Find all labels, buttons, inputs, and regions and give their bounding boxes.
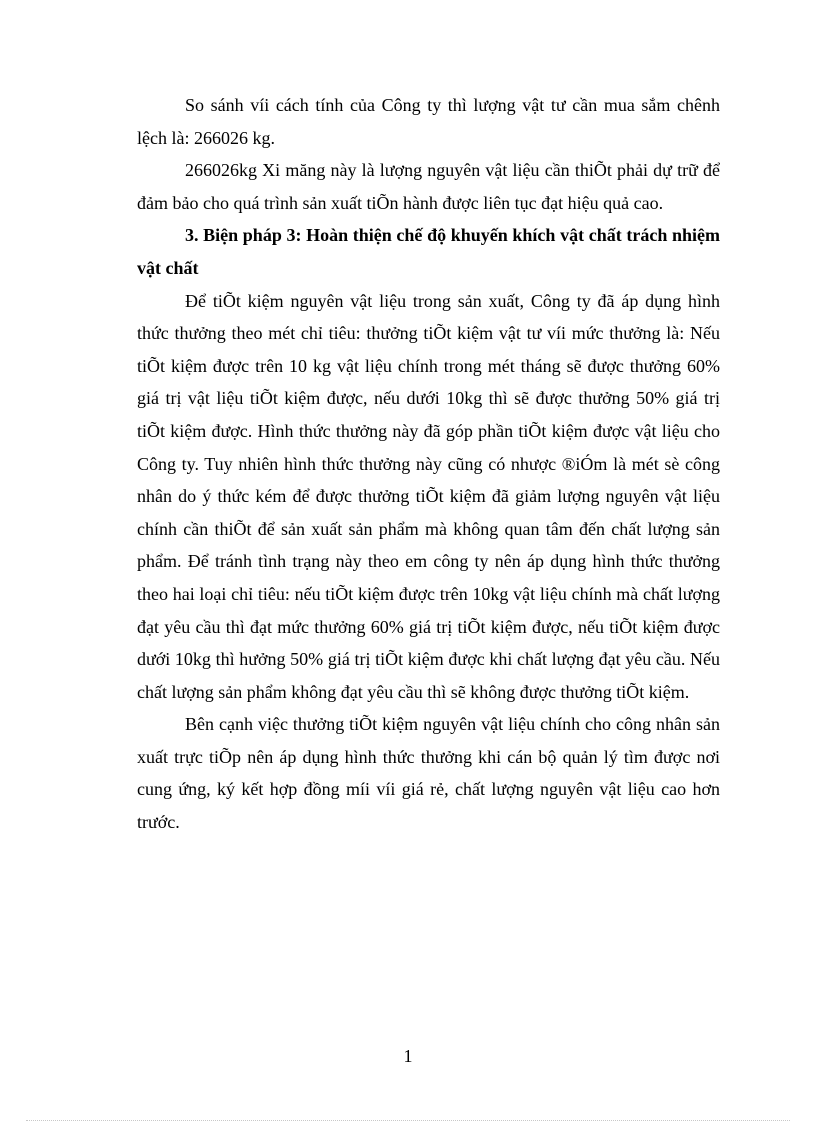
paragraph: Để tiÕt kiệm nguyên vật liệu trong sản xuất, Công ty đã áp dụng hình thức thưởng theo mét chỉ tiêu: thưởng tiÕt kiệm vật tư víi mức thưởng là: Nếu tiÕt kiệm được trên 10 kg vật liệu chính trong mét tháng sẽ được thưởng 60% giá trị vật liệu tiÕt kiệm được, nếu dưới 10kg thì sẽ được thưởng 50% giá trị tiÕt kiệm được. Hình thức thưởng này đã góp phần tiÕt kiệm được vật liệu cho Công ty. Tuy nhiên hình thức thưởng này cũng có nhược ®iÓm là mét sè công nhân do ý thức kém để được thưởng tiÕt kiệm đã giảm lượng nguyên vật liệu chính cần thiÕt để sản xuất sản phẩm mà không quan tâm đến chất lượng sản phẩm. Để tránh tình trạng này theo em công ty nên áp dụng hình thức thưởng theo hai loại chỉ tiêu: nếu tiÕt kiệm được trên 10kg vật liệu chính mà chất lượng đạt yêu cầu thì đạt mức thưởng 60% giá trị tiÕt kiệm được, nếu tiÕt kiệm được dưới 10kg thì hưởng 50% giá trị tiÕt kiệm được khi chất lượng đạt yêu cầu. Nếu chất lượng sản phẩm không đạt yêu cầu thì sẽ không được thưởng tiÕt kiệm. xyxy=(137,290,720,702)
section-heading: 3. Biện pháp 3: Hoàn thiện chế độ khuyến khích vật chất trách nhiệm vật chất xyxy=(137,225,720,278)
page-number: 1 xyxy=(403,1046,413,1066)
paragraph: So sánh víi cách tính của Công ty thì lượng vật tư cần mua sắm chênh lệch là: 266026 kg. xyxy=(137,95,720,148)
page-body xyxy=(137,89,720,839)
page-divider xyxy=(26,1120,790,1121)
paragraph: 266026kg Xi măng này là lượng nguyên vật liệu cần thiÕt phải dự trữ để đảm bảo cho quá trình sản xuất tiÕn hành được liên tục đạt hiệu quả cao. xyxy=(137,160,720,213)
paragraph: Bên cạnh việc thưởng tiÕt kiệm nguyên vật liệu chính cho công nhân sản xuất trực tiÕp nên áp dụng hình thức thưởng khi cán bộ quản lý tìm được nơi cung ứng, ký kết hợp đồng míi víi giá rẻ, chất lượng nguyên vật liệu cao hơn trước. xyxy=(137,714,720,833)
